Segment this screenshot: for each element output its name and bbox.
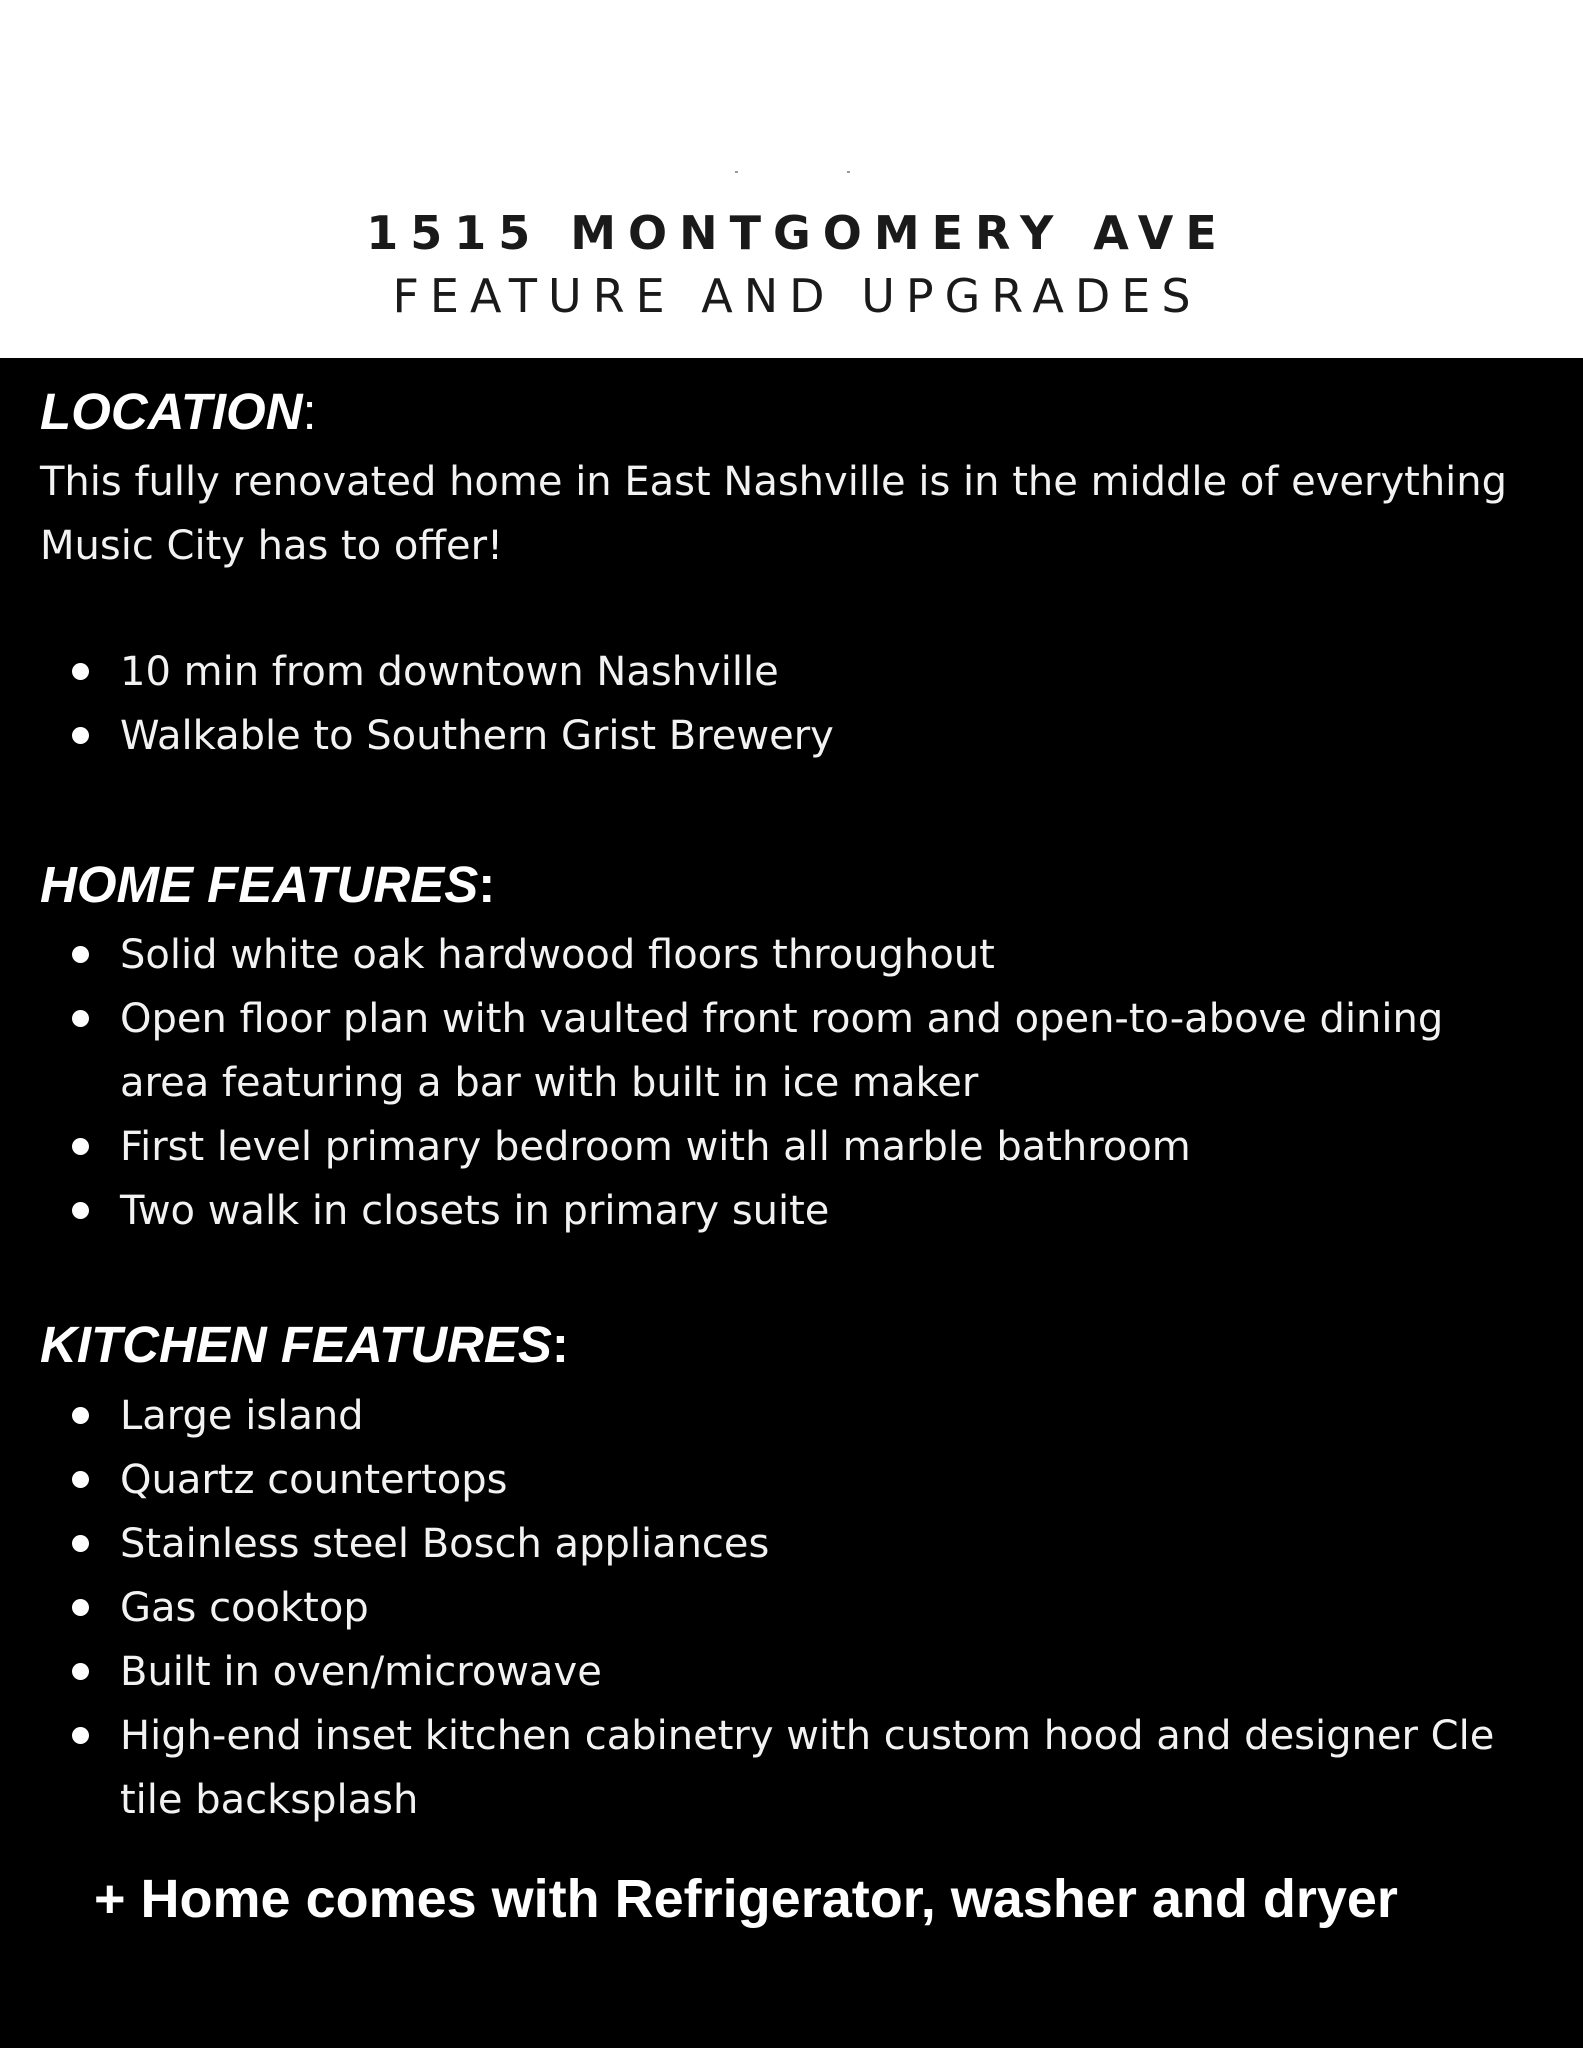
list-item-text: 10 min from downtown Nashville (120, 649, 779, 695)
kitchen-features-heading-colon: : (551, 1316, 569, 1373)
list-item-text: First level primary bedroom with all marble bathroom (120, 1124, 1191, 1170)
list-item-text: High-end inset kitchen cabinetry with custom hood and designer Cle tile backsplash (120, 1713, 1495, 1823)
list-item-text: Walkable to Southern Grist Brewery (120, 713, 834, 759)
bullet-icon (72, 1535, 89, 1552)
home-features-heading (40, 853, 495, 917)
kitchen-features-list (0, 1384, 1583, 1832)
list-item (0, 1179, 1583, 1243)
list-item (0, 1115, 1583, 1179)
list-item (0, 1448, 1583, 1512)
bullet-icon (72, 946, 89, 963)
bullet-icon (72, 1138, 89, 1155)
bullet-icon (72, 1471, 89, 1488)
location-list (0, 640, 1583, 768)
bullet-icon (72, 1202, 89, 1219)
list-item (0, 923, 1583, 987)
home-features-heading-colon: : (478, 856, 496, 913)
list-item-text: Stainless steel Bosch appliances (120, 1521, 770, 1567)
bullet-icon (72, 1010, 89, 1027)
included-appliances-note: + Home comes with Refrigerator, washer and dryer (94, 1869, 1398, 1929)
list-item-text: Two walk in closets in primary suite (120, 1188, 830, 1234)
location-heading-text: LOCATION (40, 383, 303, 440)
home-features-heading-text: HOME FEATURES (40, 856, 479, 913)
list-item (0, 987, 1583, 1115)
kitchen-features-heading-text: KITCHEN FEATURES (40, 1316, 552, 1373)
list-item-text: Solid white oak hardwood floors throughout (120, 932, 995, 978)
header-banner (0, 0, 1583, 358)
kitchen-features-heading (40, 1313, 569, 1377)
list-item-text: Quartz countertops (120, 1457, 508, 1503)
bullet-icon (72, 1599, 89, 1616)
header-decorative-dots (735, 171, 855, 173)
bullet-icon (72, 1663, 89, 1680)
list-item-text: Built in oven/microwave (120, 1649, 602, 1695)
bullet-icon (72, 1727, 89, 1744)
list-item (0, 1512, 1583, 1576)
content-area (0, 358, 1583, 2048)
bullet-icon (72, 663, 89, 680)
bullet-icon (72, 1407, 89, 1424)
list-item (0, 640, 1583, 704)
list-item-text: Open floor plan with vaulted front room and open-to-above dining area featuring a bar with built in ice maker (120, 996, 1444, 1106)
list-item (0, 1704, 1583, 1832)
location-heading-colon: : (302, 383, 317, 440)
list-item-text: Gas cooktop (120, 1585, 369, 1631)
list-item (0, 704, 1583, 768)
list-item (0, 1384, 1583, 1448)
features-subtitle: FEATURE AND UPGRADES (392, 269, 1202, 323)
list-item-text: Large island (120, 1393, 364, 1439)
property-address-title: 1515 MONTGOMERY AVE (366, 206, 1229, 260)
bullet-icon (72, 727, 89, 744)
list-item (0, 1640, 1583, 1704)
home-features-list (0, 923, 1583, 1243)
list-item (0, 1576, 1583, 1640)
location-description: This fully renovated home in East Nashville is in the middle of everything Music City has to offer! (40, 459, 1508, 569)
location-heading (40, 380, 317, 444)
